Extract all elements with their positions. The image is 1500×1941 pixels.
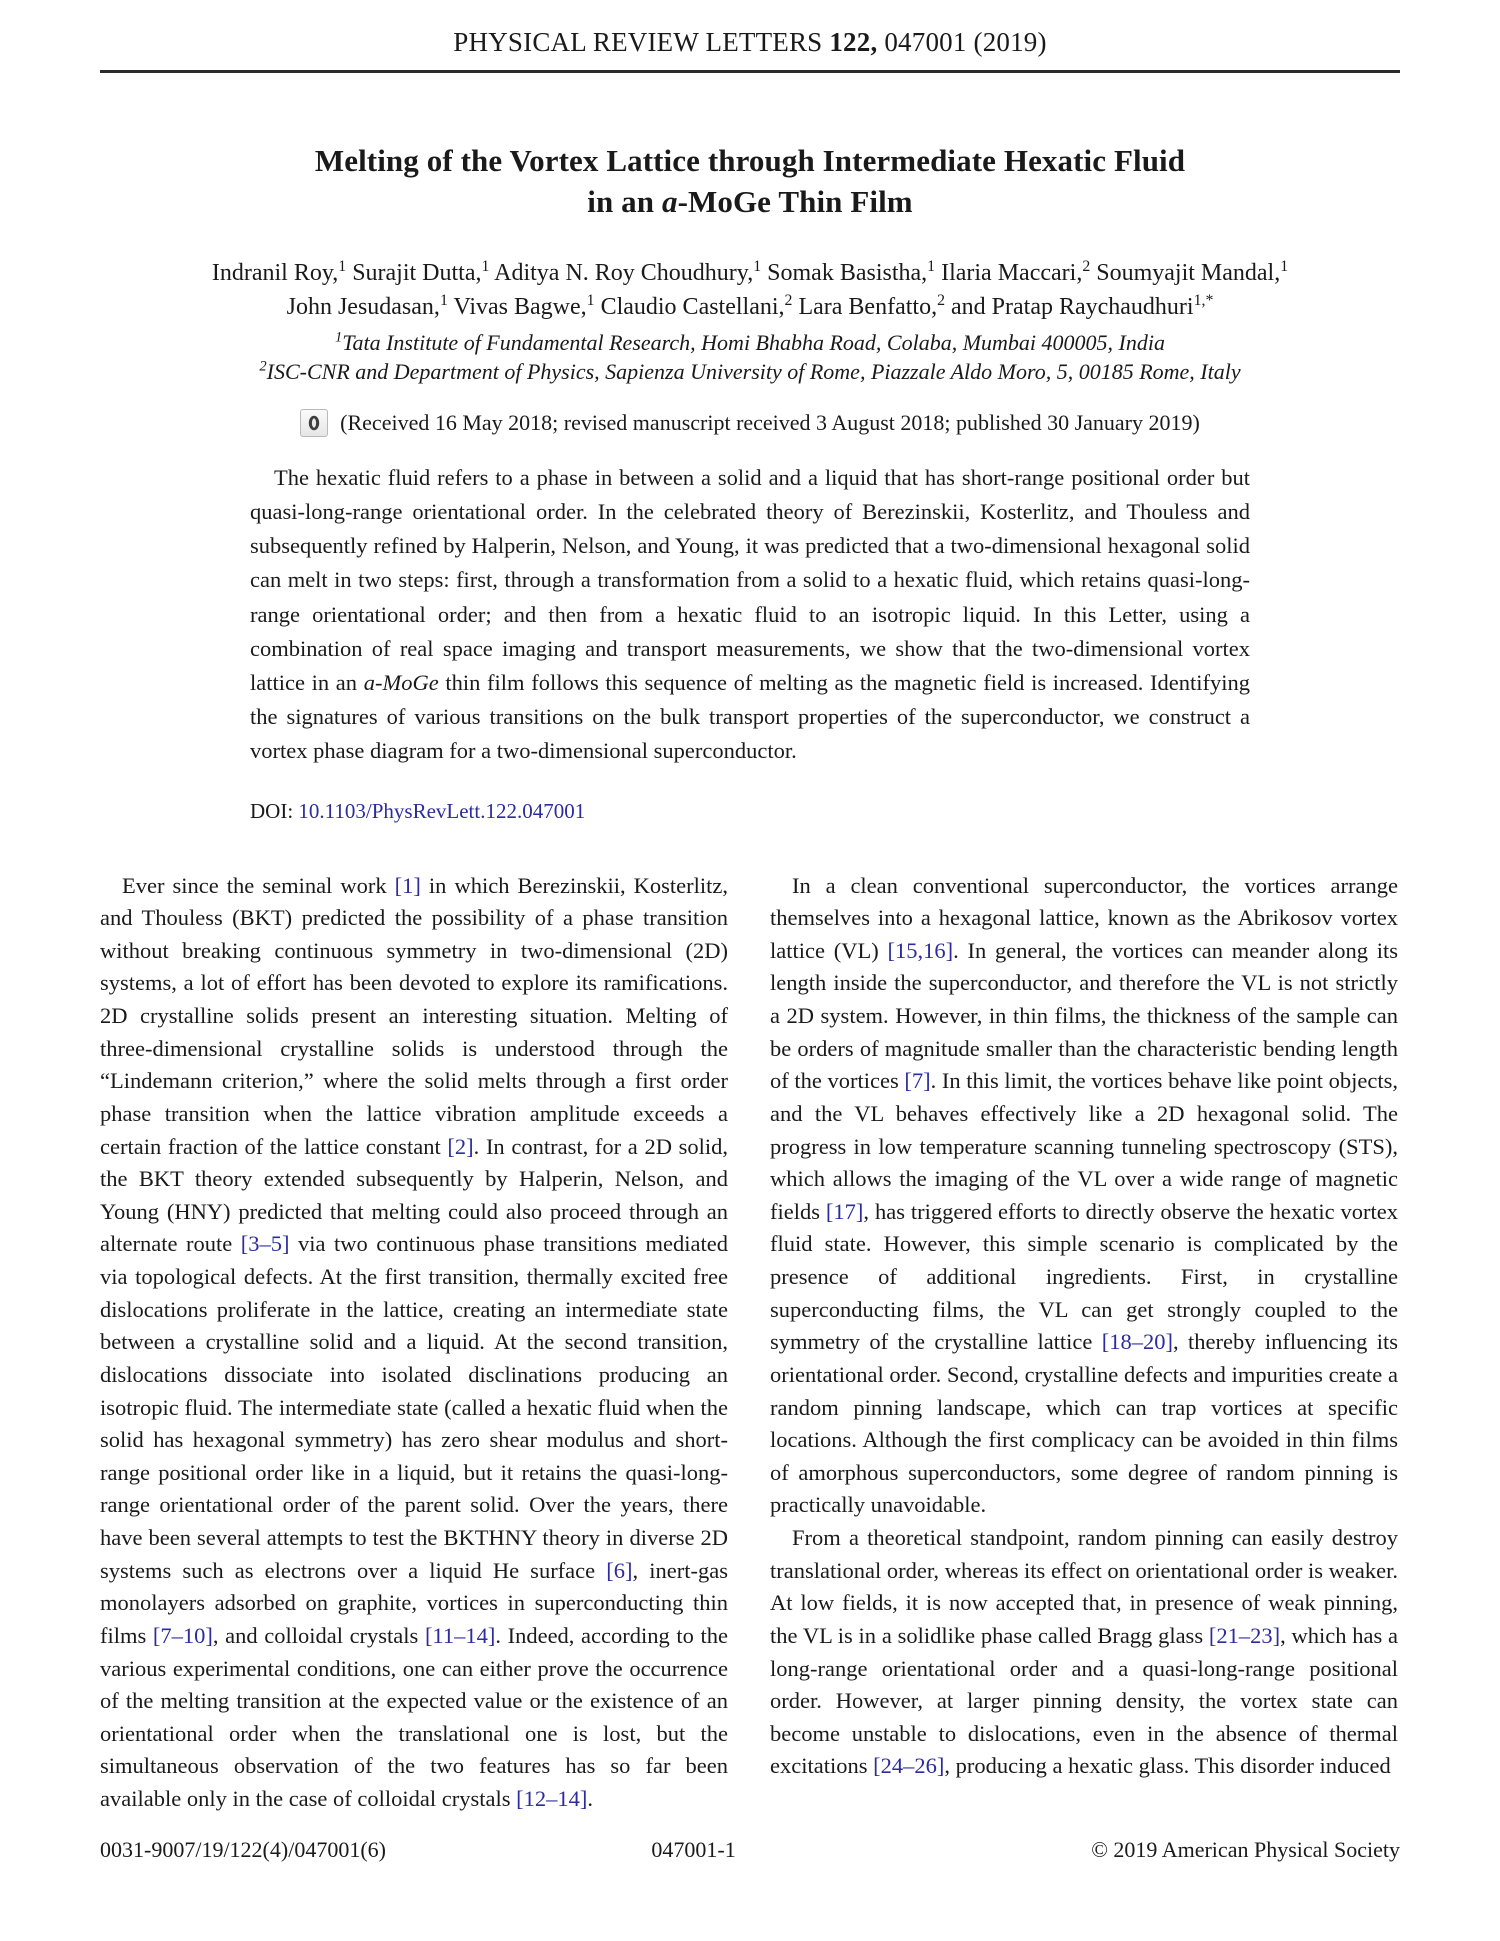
author-name[interactable]: Ilaria Maccari,: [941, 259, 1083, 286]
abstract-part-1: The hexatic fluid refers to a phase in between a solid and a liquid that has short-range positional order but quasi-long-range orientational order. In the celebrated theory of Berezinskii, Kosterlitz, and Thouless and subsequently refined by Halperin, Nelson, and Young, it was predicted that a two-dimensional hexagonal solid can melt in two steps: first, through a transformation from a solid to a hexatic fluid, which retains quasi-long-range orientational order; and then from a hexatic fluid to an isotropic liquid. In this Letter, using a combination of real space imaging and transport measurements, we show that the two-dimensional vortex lattice in an: [250, 464, 1250, 696]
title-block: [100, 141, 1400, 223]
author-affil-marker: 1: [439, 291, 448, 309]
author-name[interactable]: Claudio Castellani,: [600, 293, 785, 320]
page-number: 047001-1: [651, 1837, 736, 1862]
journal-article-number: 047001 (2019): [884, 27, 1047, 57]
title-line2-post: -MoGe Thin Film: [677, 183, 913, 219]
text-run: , which has a long-range orientational order and a quasi-long-range positional order. However, at larger pinning density, the vortex state can become unstable to dislocations, even in the absence of thermal excitations: [770, 1622, 1398, 1779]
author-name[interactable]: Somak Basistha,: [767, 259, 928, 286]
text-run: From a theoretical standpoint, random pinning can easily destroy translational order, whereas its effect on orientational order is weaker. At low fields, it is now accepted that, in presence of weak pinning, the VL is in a solidlike phase called Bragg glass: [770, 1525, 1398, 1648]
citation-link[interactable]: [7]: [904, 1068, 931, 1094]
author-affil-marker: 2: [1082, 257, 1091, 275]
text-run: . In this limit, the vortices behave like point objects, and the VL behaves effectively like a 2D hexagonal solid. The progress in low temperature scanning tunneling spectroscopy (STS), which allows the imaging of the VL over a wide range of magnetic fields: [770, 1068, 1398, 1224]
running-head: [100, 0, 1400, 58]
author-affil-marker: 2: [937, 291, 945, 309]
affiliation-text: ISC-CNR and Department of Physics, Sapienza University of Rome, Piazzale Aldo Moro, 5, 00185 Rome, Italy: [266, 359, 1241, 385]
affiliation-marker: 2: [259, 359, 267, 376]
citation-link[interactable]: [1]: [394, 872, 421, 898]
article-title-line-1: Melting of the Vortex Lattice through Intermediate Hexatic Fluid: [314, 143, 1186, 178]
article-title-line-2: [100, 182, 1400, 223]
text-run: , has triggered efforts to directly observe the hexatic vortex fluid state. However, this simple scenario is complicated by the presence of additional ingredients. First, in crystalline superconducting films, the VL can get strongly coupled to the symmetry of the crystalline lattice: [770, 1198, 1398, 1355]
affiliation-2: [100, 357, 1400, 386]
author-affil-marker: 1: [481, 257, 490, 275]
text-run: , and colloidal crystals: [212, 1622, 425, 1648]
citation-link[interactable]: [6]: [606, 1557, 633, 1583]
author-name[interactable]: Surajit Dutta,: [352, 259, 482, 286]
journal-volume: 122,: [829, 27, 878, 57]
text-run: via two continuous phase transitions mediated via topological defects. At the first transition, thermally excited free dislocations proliferate in the lattice, creating an intermediate state between a crystalline solid and a liquid. At the second transition, dislocations dissociate into isolated disclinations producing an isotropic fluid. The intermediate state (called a hexatic fluid when the solid has hexagonal symmetry) has zero shear modulus and short-range positional order like in a liquid, but it retains the quasi-long-range orientational order of the parent solid. Over the years, there have been several attempts to test the BKTHNY theory in diverse 2D systems such as electrons over a liquid He surface: [100, 1231, 728, 1583]
affiliation-text: Tata Institute of Fundamental Research, Homi Bhabha Road, Colaba, Mumbai 400005, India: [342, 329, 1165, 355]
author-affil-marker: 1: [338, 257, 347, 275]
text-run: . In contrast, for a 2D solid, the BKT theory extended subsequently by Halperin, Nelson, and Young (HNY) predicted that melting could also proceed through an alternate route: [100, 1133, 729, 1257]
author-name[interactable]: John Jesudasan,: [286, 293, 440, 320]
text-run: In a clean conventional superconductor, the vortices arrange themselves into a hexagonal lattice, known as the Abrikosov vortex lattice (VL): [770, 872, 1398, 963]
author-list: [100, 256, 1400, 324]
copyright-notice: © 2019 American Physical Society: [1091, 1837, 1400, 1862]
author-name[interactable]: Vivas Bagwe,: [453, 293, 587, 320]
text-run: , inert-gas monolayers adsorbed on graphite, vortices in superconducting thin films: [100, 1557, 728, 1648]
abstract: [250, 461, 1250, 769]
text-run: . In general, the vortices can meander along its length inside the superconductor, and therefore the VL is not strictly a 2D system. However, in thin films, the thickness of the sample can be orders of magnitude smaller than the characteristic bending length of the vortices: [770, 937, 1398, 1094]
citation-link[interactable]: [12–14]: [516, 1786, 588, 1812]
publication-dates-row: [100, 409, 1400, 437]
doi-link[interactable]: 10.1103/PhysRevLett.122.047001: [298, 798, 586, 823]
author-line-2: [100, 290, 1400, 324]
text-run: , producing a hexatic glass. This disorder induced: [944, 1753, 1391, 1779]
author-name[interactable]: Lara Benfatto,: [798, 293, 938, 320]
citation-link[interactable]: [18–20]: [1101, 1329, 1174, 1355]
title-line2-pre: in an: [587, 183, 662, 219]
citation-link[interactable]: [21–23]: [1208, 1622, 1281, 1648]
paragraph: [770, 1522, 1398, 1783]
citation-link[interactable]: [3–5]: [240, 1231, 290, 1257]
author-name[interactable]: Aditya N. Roy Choudhury,: [494, 259, 754, 286]
citation-link[interactable]: [15,16]: [887, 937, 954, 963]
author-name[interactable]: Indranil Roy,: [211, 259, 339, 286]
author-affil-marker: 1,*: [1193, 291, 1214, 309]
affiliation-marker: 1: [335, 329, 343, 346]
title-line2-italic: a: [661, 183, 678, 219]
text-run: , thereby influencing its orientational order. Second, crystalline defects and impurities create a random pinning landscape, which can trap vortices at specific locations. Although the first complicacy can be avoided in thin films of amorphous superconductors, some degree of random pinning is practically unavoidable.: [770, 1329, 1398, 1518]
body-columns: [100, 870, 1400, 1816]
citation-link[interactable]: [17]: [825, 1198, 864, 1224]
page-footer: [100, 1837, 1400, 1863]
citation-link[interactable]: [7–10]: [152, 1622, 213, 1648]
text-run: .: [587, 1786, 593, 1812]
author-affil-marker: 1: [753, 257, 762, 275]
text-run: Ever since the seminal work: [122, 872, 395, 898]
text-run: in which Berezinskii, Kosterlitz, and Thouless (BKT) predicted the possibility of a phase transition without breaking continuous symmetry in two-dimensional (2D) systems, a lot of effort has been devoted to explore its ramifications. 2D crystalline solids present an interesting situation. Melting of three-dimensional crystalline solids is understood through the “Lindemann criterion,” where the solid melts through a first order phase transition when the lattice vibration amplitude exceeds a certain fraction of the lattice constant: [100, 872, 728, 1159]
crossmark-icon[interactable]: [300, 409, 328, 437]
citation-link[interactable]: [11–14]: [424, 1622, 496, 1648]
column-left: [100, 870, 728, 1816]
author-affil-marker: 2: [784, 291, 793, 309]
paragraph: [100, 870, 728, 1816]
doi-line: [250, 799, 1250, 824]
citation-link[interactable]: [24–26]: [873, 1753, 945, 1779]
abstract-part-2: thin film follows this sequence of melting as the magnetic field is increased. Identifying the signatures of various transitions on the bulk transport properties of the superconductor, we construct a vortex phase diagram for a two-dimensional superconductor.: [250, 670, 1250, 764]
text-run: . Indeed, according to the various experimental conditions, one can either prove the occurrence of the melting transition at the expected value or the existence of an orientational order when the translational one is lost, but the simultaneous observation of the two features has so far been available only in the case of colloidal crystals: [100, 1622, 728, 1812]
abstract-italic-term: a-MoGe: [363, 670, 439, 696]
journal-name: PHYSICAL REVIEW LETTERS: [453, 27, 823, 57]
header-rule: [100, 70, 1400, 73]
doi-label: DOI:: [250, 798, 294, 823]
issn-code: 0031-9007/19/122(4)/047001(6): [100, 1837, 386, 1862]
author-name[interactable]: Soumyajit Mandal,: [1096, 259, 1281, 286]
affiliation-1: [100, 328, 1400, 357]
paragraph: [770, 870, 1398, 1523]
publication-dates-text: (Received 16 May 2018; revised manuscript received 3 August 2018; published 30 January 2019): [340, 409, 1200, 435]
column-right: [770, 870, 1398, 1816]
author-name[interactable]: and Pratap Raychaudhuri: [951, 293, 1194, 320]
author-affil-marker: 1: [927, 257, 936, 275]
author-line-1: [100, 256, 1400, 290]
author-affil-marker: 1: [586, 291, 595, 309]
citation-link[interactable]: [2]: [447, 1133, 474, 1159]
author-affil-marker: 1: [1280, 257, 1289, 275]
